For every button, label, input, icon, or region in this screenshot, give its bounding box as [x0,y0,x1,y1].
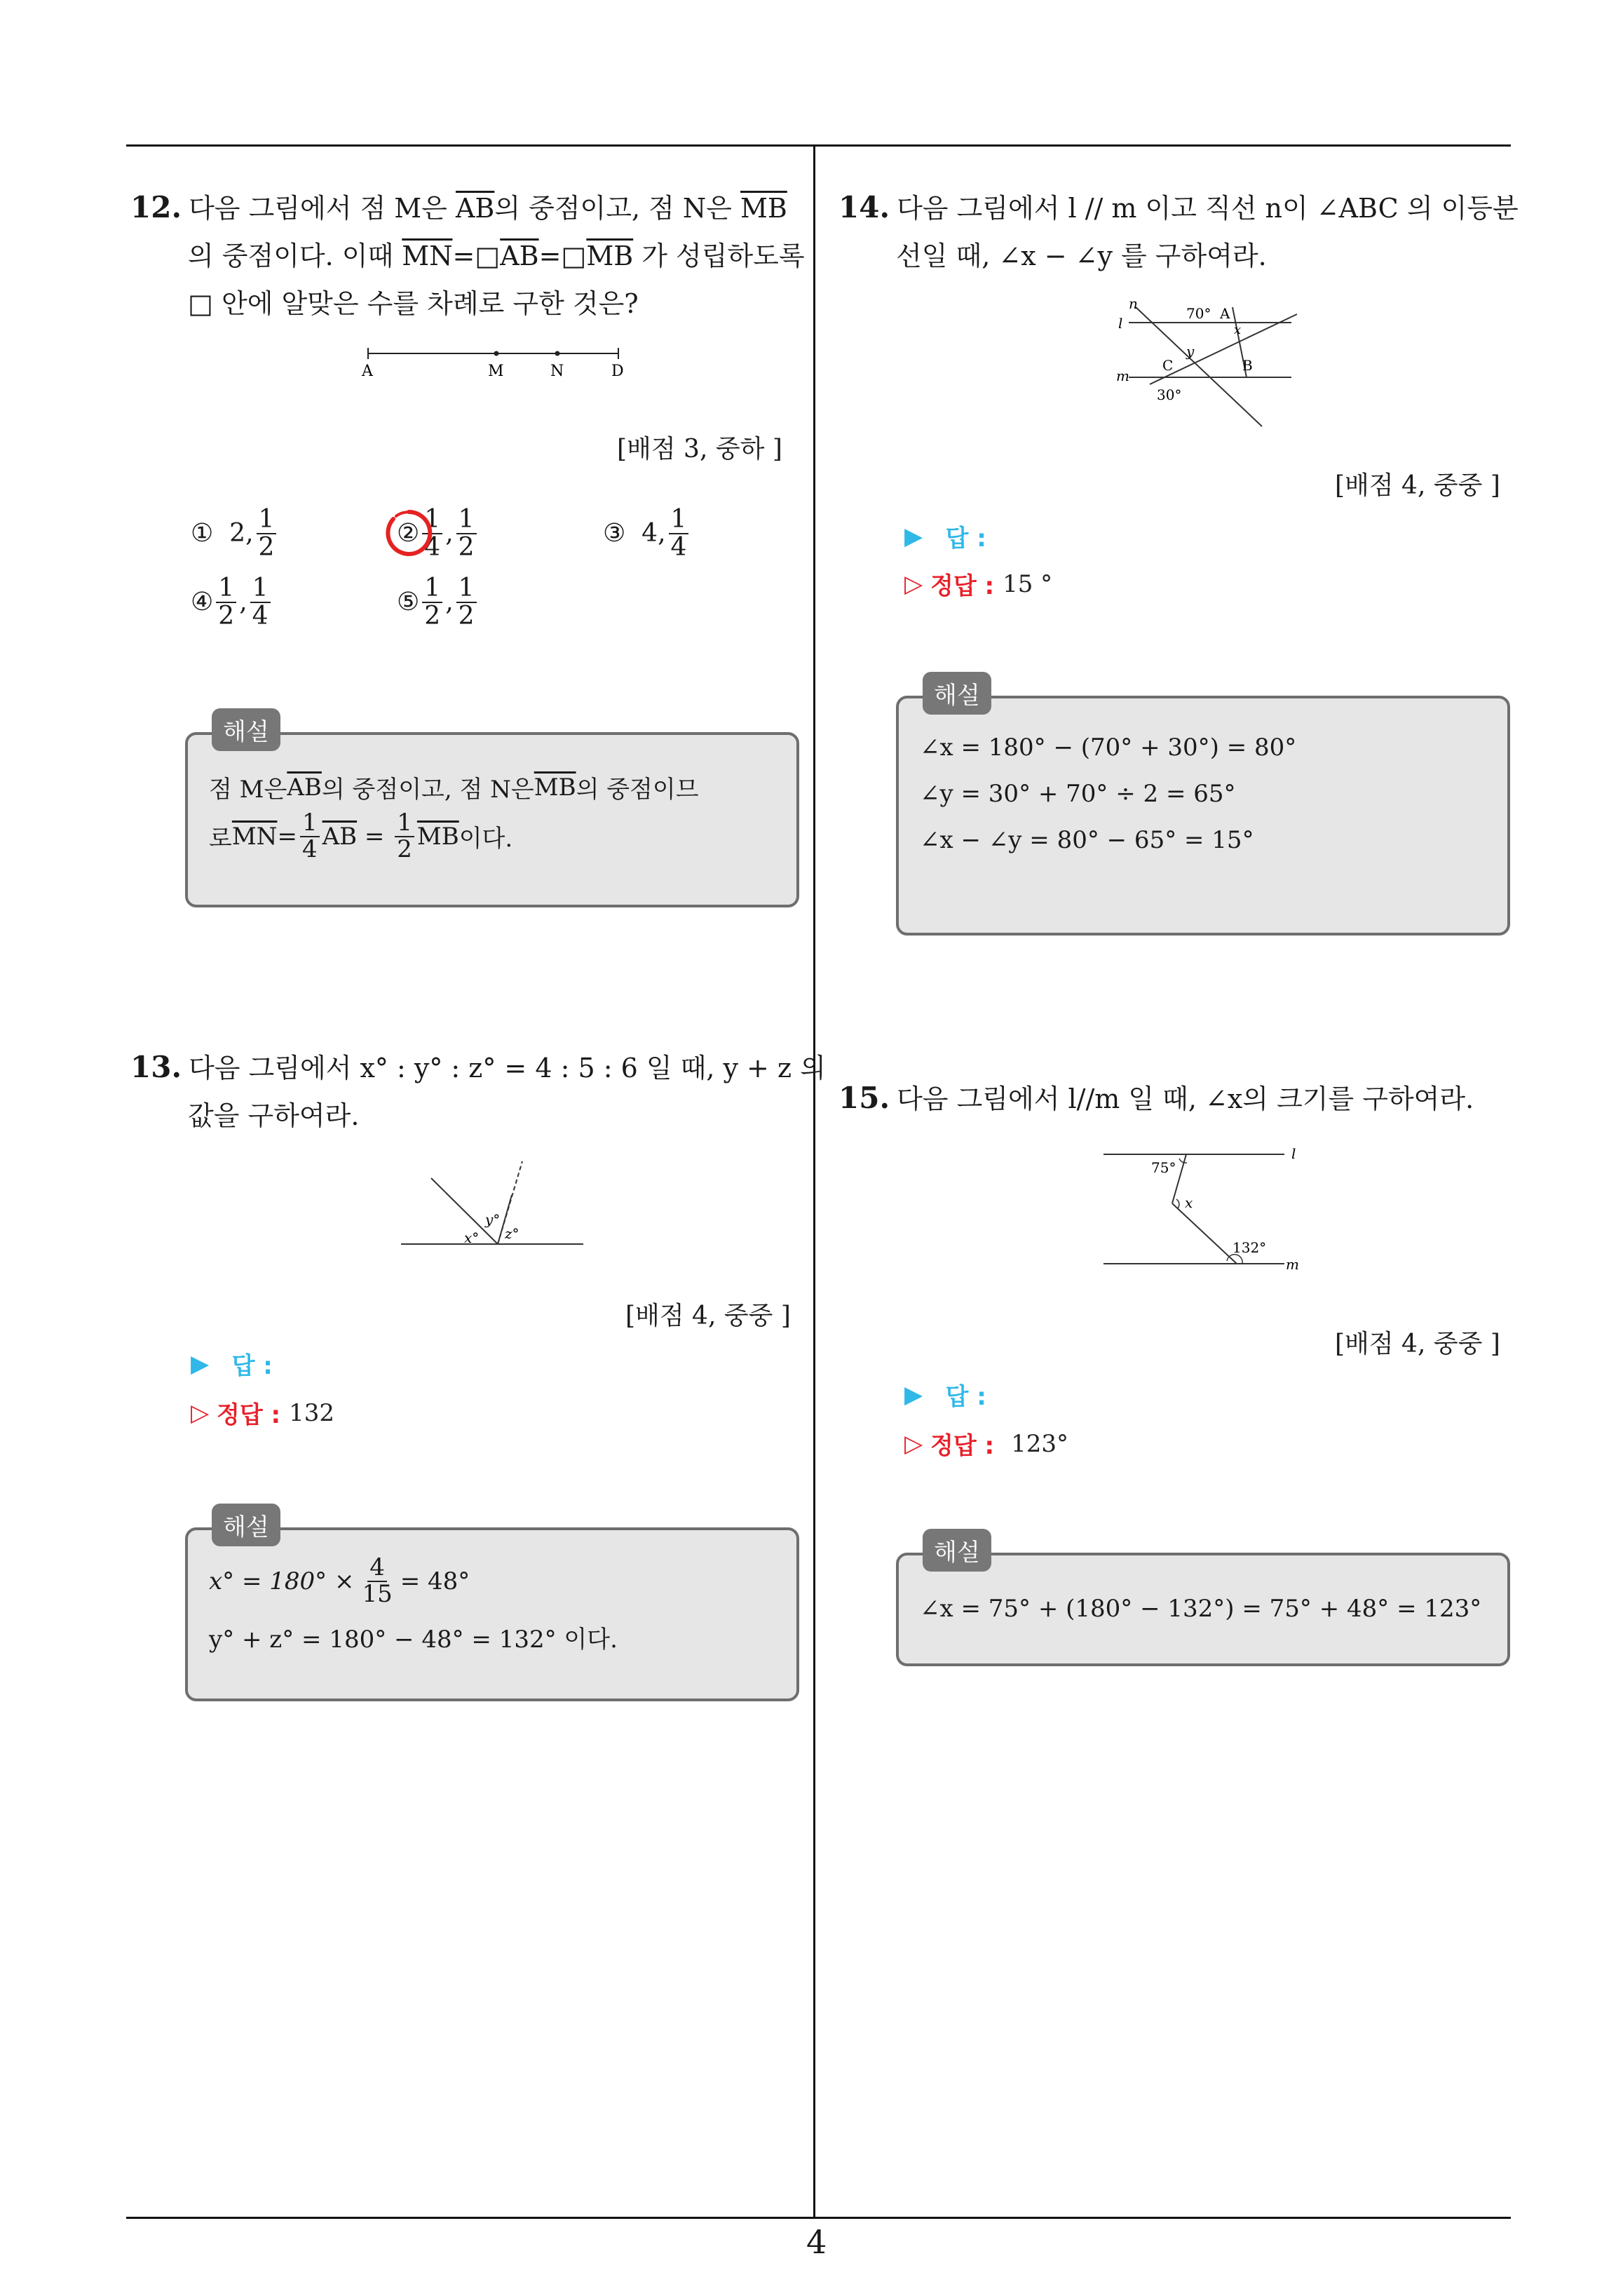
point-label-d: D [611,363,624,380]
choice-2[interactable]: ② $\frac{1}{4}$ , $\frac{1}{2}$ [397,506,480,561]
question-13-line-2: 값을 구하여라. [188,1100,360,1131]
correct-answer-q14: ▷ 정답 : 15 ° [904,569,1053,600]
point-label-n: N [550,363,564,380]
explanation-line-1: ∠x = 75° + (180° − 132°) = 75° + 48° = 123° [920,1595,1482,1623]
explanation-line-2: 로 $\overline{MN}$ = $\frac{1}{4}$ $\overline{AB}$ = $\frac{1}{2}$ $\overline{MB}$ 이다. [209,809,513,863]
explanation-line-2: y° + z° = 180° − 48° = 132° 이다. [209,1626,618,1654]
angle-75-label: 75° [1151,1159,1176,1176]
question-12-line-1: 12. 다음 그림에서 점 M은 $\overline{AB}$의 중점이고, 점 N은 $\overline{MB}$ [130,190,787,224]
answer-triangle-icon: ▶ [191,1349,210,1378]
question-13 [130,1044,826,1140]
question-14-line-2: 선일 때, ∠x − ∠y 를 구하여라. [896,241,1267,271]
top-rule [126,144,1511,147]
correct-answer-q15: ▷ 정답 : 123° [904,1429,1068,1460]
explanation-box-q14 [896,696,1510,936]
point-a-label: A [1220,305,1230,322]
score-q15: [배점 4, 중중 ] [1335,1330,1500,1358]
correct-triangle-icon: ▷ [904,569,923,598]
explanation-box-q13 [185,1527,799,1701]
angle-x-label: x [1234,323,1242,337]
angle-x-label: x° [464,1229,480,1246]
point-b-label: B [1242,357,1253,374]
point-label-m: M [488,363,504,380]
answer-triangle-icon: ▶ [904,522,923,551]
parallel-lines-figure-q15 [1094,1139,1318,1279]
correct-triangle-icon: ▷ [191,1398,210,1427]
page-number: 4 [806,2223,827,2261]
explanation-line-2: ∠y = 30° + 70° ÷ 2 = 65° [920,780,1236,808]
score-q14: [배점 4, 중중 ] [1335,471,1500,500]
answer-line-q15[interactable]: ▶ 답 : [904,1380,986,1411]
explanation-line-3: ∠x − ∠y = 80° − 65° = 15° [920,826,1254,854]
answer-triangle-icon: ▶ [904,1380,923,1409]
explanation-box-q12 [185,732,799,907]
angle-x-label: x [1185,1194,1193,1211]
angle-70-label: 70° [1186,305,1211,322]
line-l-label: l [1118,315,1123,332]
question-12-line-3: □ 안에 알맞은 수를 차례로 구한 것은? [188,288,639,319]
angle-figure-q13 [400,1156,589,1254]
point-c-label: C [1162,357,1174,374]
correct-triangle-icon: ▷ [904,1429,923,1458]
explanation-tag-q15: 해설 [923,1529,991,1572]
selected-answer-circle-icon [383,508,434,558]
score-q12: [배점 3, 중하 ] [617,435,782,464]
column-divider [813,144,815,2217]
bottom-rule [126,2217,1511,2219]
angle-y-label: y [1186,343,1195,360]
line-m-label: m [1116,367,1129,384]
question-14 [838,184,1519,280]
explanation-tag-q14: 해설 [923,672,991,715]
correct-answer-q13: ▷ 정답 : 132 [191,1398,334,1429]
question-13-line-1: 13. 다음 그림에서 x° : y° : z° = 4 : 5 : 6 일 때, y + z 의 [130,1050,826,1084]
choice-1[interactable]: ① 2, $\frac{1}{2}$ [191,506,279,561]
question-12 [130,184,803,327]
answer-line-q14[interactable]: ▶ 답 : [904,522,986,553]
explanation-line-1: 점 M은 $\overline{AB}$ 의 중점이고, 점 N은 $\overline{MB}$ 의 중점이므 [209,773,699,804]
angle-132-label: 132° [1232,1239,1267,1256]
score-q13: [배점 4, 중중 ] [625,1302,791,1330]
choice-5[interactable]: ⑤ $\frac{1}{2}$ , $\frac{1}{2}$ [397,575,480,630]
choice-3[interactable]: ③ 4, $\frac{1}{4}$ [603,506,691,561]
explanation-line-1: ∠x = 180° − (70° + 30°) = 80° [920,734,1297,762]
choice-4[interactable]: ④ $\frac{1}{2}$ , $\frac{1}{4}$ [191,575,273,630]
question-number: 12. [130,190,182,224]
angle-y-label: y° [485,1211,501,1228]
point-label-a: A [362,363,373,380]
parallel-lines-figure-q14 [1108,293,1311,433]
line-l-label: l [1291,1145,1296,1162]
line-n-label: n [1129,295,1138,312]
line-m-label: m [1286,1256,1299,1273]
explanation-tag-q12: 해설 [212,708,280,751]
question-15 [838,1074,1512,1123]
answer-line-q13[interactable]: ▶ 답 : [191,1349,273,1380]
question-12-line-2: 의 중점이다. 이때 $\overline{MN}=□\overline{AB}=□\overline{MB}$ 가 성립하도록 [188,241,805,271]
question-15-line-1: 15. 다음 그림에서 l//m 일 때, ∠x의 크기를 구하여라. [838,1081,1474,1115]
angle-30-label: 30° [1157,386,1182,403]
explanation-line-1: x° = 180° × $\frac{4}{15}$ = 48° [209,1553,470,1608]
explanation-tag-q13: 해설 [212,1504,280,1546]
angle-z-label: z° [505,1225,520,1242]
question-14-line-1: 14. 다음 그림에서 l // m 이고 직선 n이 ∠ABC 의 이등분 [838,190,1519,224]
segment-figure [358,344,638,386]
